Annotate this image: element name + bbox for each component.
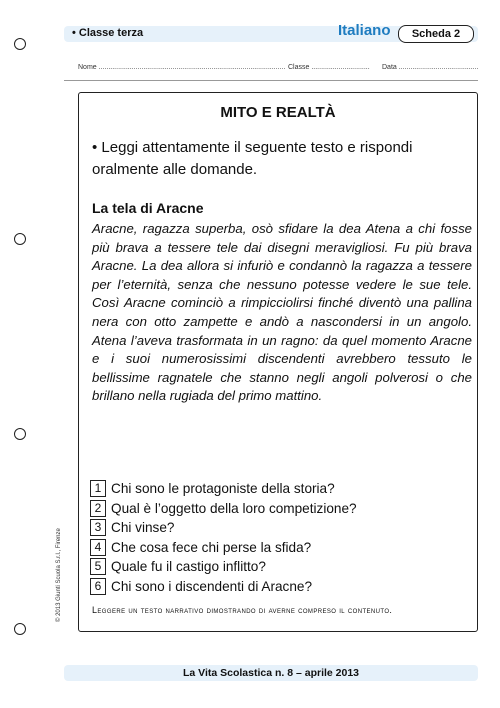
question-item (90, 499, 480, 519)
date-field[interactable]: Data ......................................... (382, 64, 479, 71)
question-text: Chi sono le protagoniste della storia? (111, 481, 335, 497)
learning-objective: Leggere un testo narrativo dimostrando di averne compreso il contenuto. (92, 605, 393, 615)
question-text: Che cosa fece chi perse la sfida? (111, 539, 312, 555)
binder-hole-1 (14, 38, 26, 50)
question-number: 2 (90, 500, 106, 517)
question-item (90, 518, 480, 538)
question-text: Quale fu il castigo inflitto? (111, 559, 266, 575)
question-text: Qual è l’oggetto della loro competizione? (111, 500, 357, 516)
footer: La Vita Scolastica n. 8 – aprile 2013 (64, 665, 478, 681)
question-number: 5 (90, 558, 106, 575)
story-text: Aracne, ragazza superba, osò sfidare la dea Atena a chi fosse più brava a tessere tele dai disegni meravigliosi. Fu più brava Aracne. La dea allora si infuriò e condannò la ragazza a tessere per l’eternità, senza che nessuno potesse vedere le sue tele. Così Aracne cominciò a rimpicciolirsi finché diventò una pallina nera con otto zampette e andò a nascondersi in un angolo. Atena l’aveva trasformata in un ragno: da quel momento Aracne e i suoi numerosissimi discendenti avrebbero tessuto le bellissime ragnatele che stanno negli angoli polverosi o che brillano nella rugiada del primo mattino. (92, 221, 472, 404)
class-label: • Classe terza (72, 27, 144, 39)
question-number: 3 (90, 519, 106, 536)
question-text: Chi sono i discendenti di Aracne? (111, 578, 313, 594)
question-item (90, 479, 480, 499)
name-field[interactable]: Nome ................................................................................................ (78, 64, 286, 71)
sheet-badge: Scheda 2 (398, 25, 474, 43)
question-item (90, 538, 480, 558)
question-number: 6 (90, 578, 106, 595)
binder-hole-4 (14, 623, 26, 635)
question-text: Chi vinse? (111, 520, 175, 536)
question-item (90, 577, 480, 597)
question-number: 4 (90, 539, 106, 556)
binder-hole-3 (14, 428, 26, 440)
instruction-text: • Leggi attentamente il seguente testo e rispondi oralmente alle domande. (92, 139, 413, 178)
story-title: La tela di Aracne (92, 200, 204, 216)
question-number: 1 (90, 480, 106, 497)
copyright-note: © 2013 Giunti Scuola S.r.l., Firenze (56, 528, 62, 622)
question-item (90, 557, 480, 577)
divider (64, 80, 478, 81)
subject-label: Italiano (338, 22, 391, 39)
worksheet-title: MITO E REALTÀ (220, 104, 336, 121)
question-list (90, 479, 480, 596)
binder-hole-2 (14, 233, 26, 245)
class-field[interactable]: Classe .............................. (288, 64, 370, 71)
